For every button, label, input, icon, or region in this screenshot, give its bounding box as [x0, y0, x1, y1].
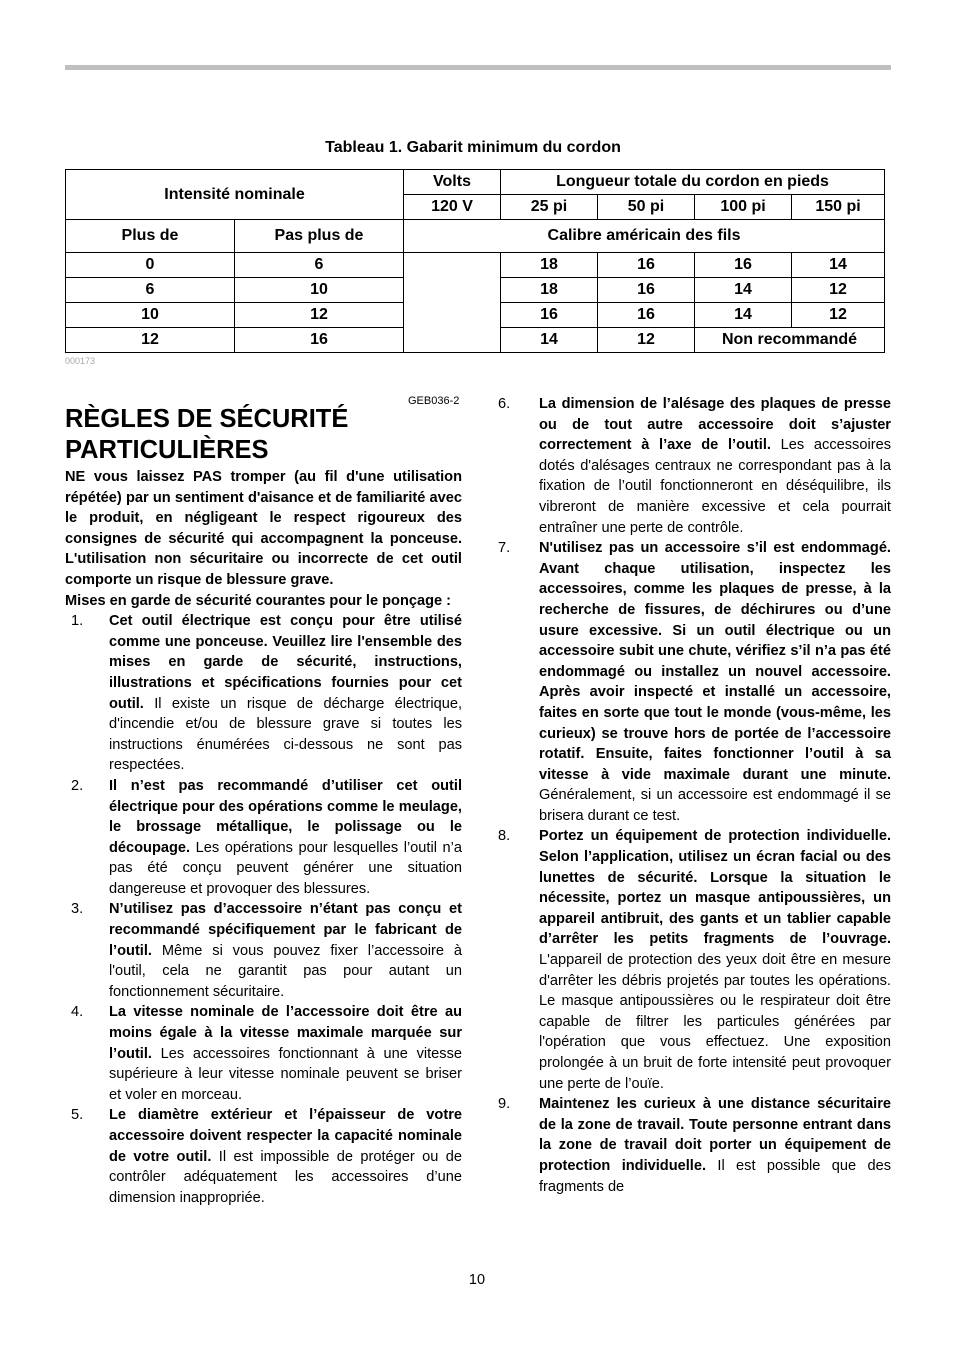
item-number: 5. [71, 1107, 84, 1124]
header-plus-de: Plus de [66, 220, 235, 253]
list-item [65, 776, 462, 900]
header-calibre: Calibre américain des fils [404, 220, 885, 253]
intro-paragraph: NE vous laissez PAS tromper (au fil d'une utilisation répétée) par un sentiment d'aisance et de familiarité avec le produit, en négligeant le respect rigoureux des consignes de sécurité qui accompagnent la ponceuse. L'utilisation non sécuritaire ou incorrecte de cet outil comporte un risque de blessure grave. [65, 469, 462, 588]
table-cell: 0 [66, 253, 235, 278]
item-text: Les accessoires fonctionnant à une vitesse supérieure à leur vitesse nominale peuvent se briser et voler en morceau. [109, 1045, 462, 1103]
item-number: 4. [71, 1004, 84, 1021]
right-column [498, 394, 891, 1197]
table-cell: 6 [66, 278, 235, 303]
item-text: Il est possible que des fragments de [539, 1157, 892, 1195]
header-longueur: Longueur totale du cordon en pieds [501, 170, 885, 195]
table-cell: 12 [598, 328, 695, 353]
table-cell: 18 [501, 278, 598, 303]
item-bold-text: Portez un équipement de protection individuelle. Selon l’application, utilisez un écran facial ou des lunettes de sécurité. Lorsque la situation le nécessite, portez un masque antipoussières, un appareil antibruit, des gants et un tablier capable d’arrêter les petits fragments de l’ouvrage. [539, 828, 891, 948]
item-text: Il est impossible de protéger ou de contrôler adéquatement les accessoires d’une dimension inappropriée. [109, 1148, 462, 1206]
item-number: 2. [71, 777, 84, 794]
section-title: RÈGLES DE SÉCURITÉ PARTICULIÈRES [65, 405, 349, 464]
item-bold-text: N’utilisez pas d’accessoire n’étant pas conçu et recommandé spécifiquement par le fabricant de l’outil. [109, 901, 462, 959]
empty-volts-cell [404, 253, 501, 353]
item-number: 1. [71, 613, 84, 630]
table-cell: 16 [695, 253, 792, 278]
list-item [498, 394, 891, 538]
item-bold-text: La vitesse nominale de l’accessoire doit être au moins égale à la vitesse maximale marquée sur l’outil. [109, 1004, 462, 1062]
table-cell: 10 [235, 278, 404, 303]
item-text: Les accessoires dotés d'alésages centraux ne correspondant pas à la fixation de l’outil fonctionneront en déséquilibre, ils vibreront de manière excessive et cela pourrait entraîner une perte de contrôle. [539, 437, 891, 536]
table-cell: 12 [66, 328, 235, 353]
table-cell: 14 [695, 303, 792, 328]
top-rule [65, 65, 891, 70]
table-caption: Tableau 1. Gabarit minimum du cordon [325, 139, 621, 156]
left-column [65, 467, 462, 1208]
table-cell: 14 [501, 328, 598, 353]
item-number: 8. [498, 828, 511, 845]
list-item [498, 1094, 891, 1197]
item-bold-text: Le diamètre extérieur et l’épaisseur de votre accessoire doivent respecter la capacité nominale de votre outil. [109, 1107, 462, 1165]
table-row [66, 253, 885, 278]
header-pas-plus-de: Pas plus de [235, 220, 404, 253]
item-text: Les opérations pour lesquelles l’outil n’a pas été conçu peuvent générer une situation dangereuse et provoquer des blessures. [109, 839, 462, 897]
table-cell: 12 [792, 303, 885, 328]
item-bold-text: La dimension de l’alésage des plaques de presse ou de tout autre accessoire doit s’ajuster correctement à l’axe de l’outil. [539, 396, 891, 454]
header-120v: 120 V [404, 195, 501, 220]
item-bold-text: Cet outil électrique est conçu pour être utilisé comme une ponceuse. Veuillez lire l'ensemble des mises en garde de sécurité, instructions, illustrations et spécifications fournies pour cet outil. [109, 613, 462, 712]
cord-gauge-table [65, 169, 885, 353]
header-length: 150 pi [792, 195, 885, 220]
item-number: 6. [498, 396, 511, 412]
section-code: GEB036-2 [408, 395, 460, 407]
header-volts: Volts [404, 170, 501, 195]
table-cell: 12 [235, 303, 404, 328]
table-cell: 16 [235, 328, 404, 353]
table-cell: 16 [598, 303, 695, 328]
list-item [65, 611, 462, 776]
table-cell: 10 [66, 303, 235, 328]
header-length: 100 pi [695, 195, 792, 220]
list-item [65, 1002, 462, 1105]
list-item [65, 1105, 462, 1208]
header-intensite: Intensité nominale [66, 170, 404, 220]
table-cell: 18 [501, 253, 598, 278]
header-length: 25 pi [501, 195, 598, 220]
table-header-row [66, 220, 885, 253]
item-bold-text: Maintenez les curieux à une distance sécuritaire de la zone de travail. Toute personne entrant dans la zone de travail doit porter un équipement de protection individuelle. [539, 1096, 891, 1174]
item-text: Généralement, si un accessoire est endommagé il se brisera durant ce test. [539, 787, 891, 824]
item-number: 9. [498, 1096, 511, 1113]
item-text: L'appareil de protection des yeux doit être en mesure d'arrêter les débris projetés par toutes les opérations. Le masque antipoussières ou le respirateur doit être capable de filtrer les particules générées par l'opération que vous effectuez. Une exposition prolongée à un bruit de forte intensité peut provoquer une perte de l’ouïe. [539, 952, 891, 1092]
page-number: 10 [468, 1272, 486, 1288]
table-cell: 14 [792, 253, 885, 278]
list-item [498, 538, 891, 826]
header-length: 50 pi [598, 195, 695, 220]
non-recommande-cell: Non recommandé [695, 328, 885, 353]
table-cell: 16 [598, 278, 695, 303]
item-number: 7. [498, 540, 511, 557]
item-text: Même si vous pouvez fixer l’accessoire à l'outil, cela ne garantit pas pour autant un fonctionnement sécuritaire. [109, 942, 462, 1000]
table-cell: 6 [235, 253, 404, 278]
item-number: 3. [71, 901, 84, 918]
subheading: Mises en garde de sécurité courantes pour le ponçage : [65, 592, 452, 609]
list-item [498, 826, 891, 1094]
item-bold-text: N'utilisez pas un accessoire s’il est endommagé. Avant chaque utilisation, inspectez les accessoires, comme les plaques de presse, à la recherche de fissures, de déchirures ou d’une usure excessive. Si un outil électrique ou un accessoire subit une chute, vérifiez s’il n’a pas été endommagé ou installez un nouvel accessoire. Après avoir inspecté et installé un accessoire, faites en sorte que tout le monde (vous-même, les curieux) se trouve hors de portée de l’accessoire rotatif. Ensuite, faites fonctionner l’outil à sa vitesse à vide maximale durant une minute. [539, 540, 891, 783]
table-reference-code: 000173 [65, 356, 96, 366]
table-cell: 12 [792, 278, 885, 303]
table-header-row [66, 170, 885, 195]
list-item [65, 899, 462, 1002]
item-text: Il existe un risque de décharge électrique, d'incendie et/ou de blessure grave si toutes les instructions énumérées ci-dessous ne sont pas respectées. [109, 695, 462, 774]
table-cell: 14 [695, 278, 792, 303]
item-bold-text: Il n’est pas recommandé d’utiliser cet outil électrique pour des opérations comme le meulage, le brossage métallique, le polissage ou le découpage. [109, 777, 462, 856]
table-cell: 16 [598, 253, 695, 278]
table-cell: 16 [501, 303, 598, 328]
